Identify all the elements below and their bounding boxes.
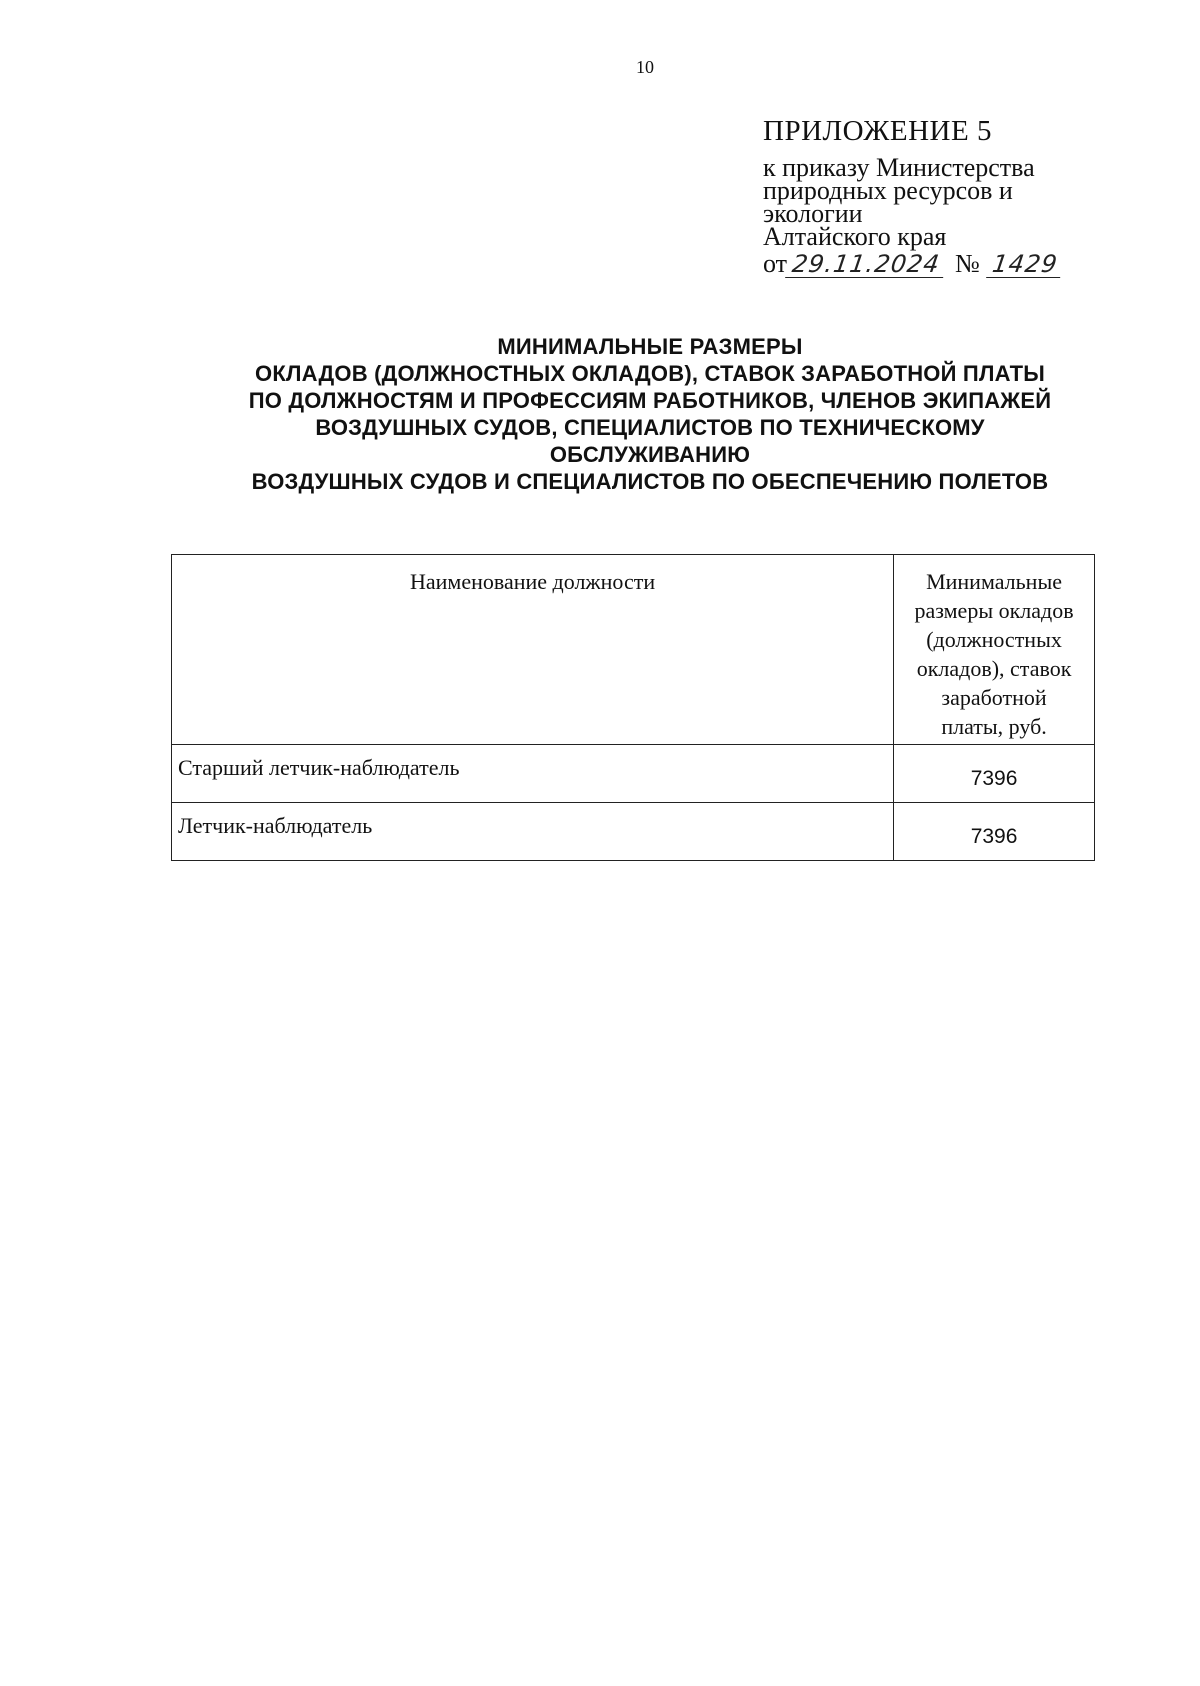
- heading-line: ПО ДОЛЖНОСТЯМ И ПРОФЕССИЯМ РАБОТНИКОВ, ЧЛЕНОВ ЭКИПАЖЕЙ: [248, 388, 1052, 413]
- heading-line: МИНИМАЛЬНЫЕ РАЗМЕРЫ: [497, 334, 803, 359]
- header-min-salary: [894, 555, 1095, 745]
- salary-table: [171, 554, 1095, 861]
- header-salary-line: размеры окладов: [914, 598, 1074, 623]
- heading-line: ВОЗДУШНЫХ СУДОВ, СПЕЦИАЛИСТОВ ПО ТЕХНИЧЕСКОМУ: [315, 415, 985, 440]
- handwritten-date: 29.11.2024: [785, 251, 947, 278]
- handwritten-order-number: 1429: [986, 251, 1064, 278]
- appendix-line: экологии: [763, 199, 863, 228]
- header-position-name: Наименование должности: [172, 555, 894, 745]
- date-prefix: от: [763, 249, 788, 278]
- salary-value-cell: 7396: [894, 745, 1095, 803]
- header-salary-line: заработной: [941, 685, 1047, 710]
- heading-line: ОКЛАДОВ (ДОЛЖНОСТНЫХ ОКЛАДОВ), СТАВОК ЗАРАБОТНОЙ ПЛАТЫ: [255, 361, 1045, 386]
- position-name-cell: Летчик-наблюдатель: [172, 803, 894, 861]
- position-name-cell: Старший летчик-наблюдатель: [172, 745, 894, 803]
- header-salary-line: платы, руб.: [941, 714, 1047, 739]
- table-row: [172, 745, 1095, 803]
- header-salary-line: окладов), ставок: [916, 656, 1072, 681]
- number-sign: №: [955, 249, 980, 278]
- order-date-number-line: [763, 250, 1163, 278]
- table-row: [172, 803, 1095, 861]
- page-number: 10: [636, 57, 654, 77]
- heading-line: ВОЗДУШНЫХ СУДОВ И СПЕЦИАЛИСТОВ ПО ОБЕСПЕЧЕНИЮ ПОЛЕТОВ: [251, 469, 1049, 494]
- header-salary-line: (должностных: [926, 627, 1062, 652]
- salary-value-cell: 7396: [894, 803, 1095, 861]
- appendix-line: Алтайского края: [763, 222, 947, 251]
- appendix-block: [763, 114, 1163, 278]
- appendix-title: ПРИЛОЖЕНИЕ 5: [763, 115, 992, 147]
- heading-line: ОБСЛУЖИВАНИЮ: [549, 442, 751, 467]
- header-salary-line: Минимальные: [926, 569, 1063, 594]
- table-header-row: [172, 555, 1095, 745]
- appendix-line: к приказу Министерства: [763, 153, 1035, 182]
- appendix-line: природных ресурсов и: [763, 176, 1013, 205]
- document-heading: [200, 333, 1100, 495]
